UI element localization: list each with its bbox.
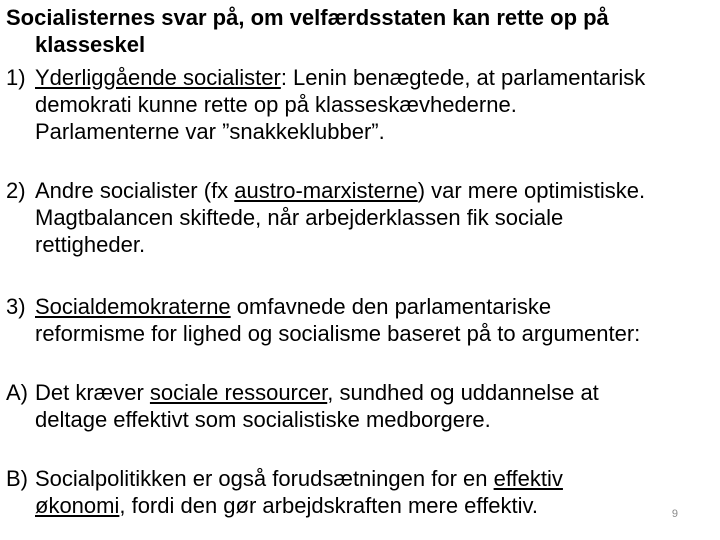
item-3-line-2: reformisme for lighed og socialisme baseret på to argumenter: [35, 321, 641, 346]
item-b-line-1 [6, 465, 716, 492]
item-2-marker: 2) [6, 178, 26, 203]
item-1-line-2: demokrati kunne rette op på klasseskævhederne. [35, 92, 517, 117]
list-item-b [6, 465, 716, 519]
item-2-text: ) var mere optimistiske. [417, 178, 646, 203]
item-b-text-pre: Socialpolitikken er også forudsætningen for en [35, 466, 494, 491]
item-b-link-1[interactable]: effektiv [493, 466, 563, 491]
item-3-text: omfavnede den parlamentariske [230, 294, 552, 319]
item-a-line-2: deltage effektivt som socialistiske medborgere. [35, 407, 491, 432]
item-1-line-3: Parlamenterne var ”snakkeklubber”. [35, 119, 385, 144]
item-b-link-2[interactable]: økonomi [35, 493, 120, 518]
item-2-link[interactable]: austro-marxisterne [234, 178, 418, 203]
item-a-link[interactable]: sociale ressourcer [149, 380, 328, 405]
item-1-line-1 [6, 64, 716, 91]
item-b-text: , fordi den gør arbejdskraften mere effektiv. [119, 493, 538, 518]
slide-title [6, 4, 716, 58]
item-b-line-2 [6, 492, 716, 519]
item-b-marker: B) [6, 466, 28, 491]
item-a-line-1 [6, 379, 716, 406]
item-a-text: , sundhed og uddannelse at [327, 380, 599, 405]
item-1-text: : Lenin benægtede, at parlamentarisk [280, 65, 646, 90]
list-item-1 [6, 64, 716, 145]
item-1-marker: 1) [6, 65, 26, 90]
item-2-line-3: rettigheder. [35, 232, 146, 257]
title-line-1: Socialisternes svar på, om velfærdsstaten kan rette op på [6, 5, 609, 30]
title-line-2: klasseskel [35, 32, 146, 57]
item-2-line-1 [6, 177, 716, 204]
item-a-text-pre: Det kræver [35, 380, 150, 405]
item-3-line-1 [6, 293, 716, 320]
item-1-link[interactable]: Yderliggående socialister [35, 65, 281, 90]
list-item-3 [6, 293, 716, 347]
page-number: 9 [671, 508, 678, 520]
item-2-line-2: Magtbalancen skiftede, når arbejderklassen fik sociale [35, 205, 564, 230]
item-a-marker: A) [6, 380, 28, 405]
item-3-link[interactable]: Socialdemokraterne [35, 294, 231, 319]
item-3-marker: 3) [6, 294, 26, 319]
list-item-a [6, 379, 716, 433]
item-2-text-pre: Andre socialister (fx [35, 178, 235, 203]
list-item-2 [6, 177, 716, 258]
